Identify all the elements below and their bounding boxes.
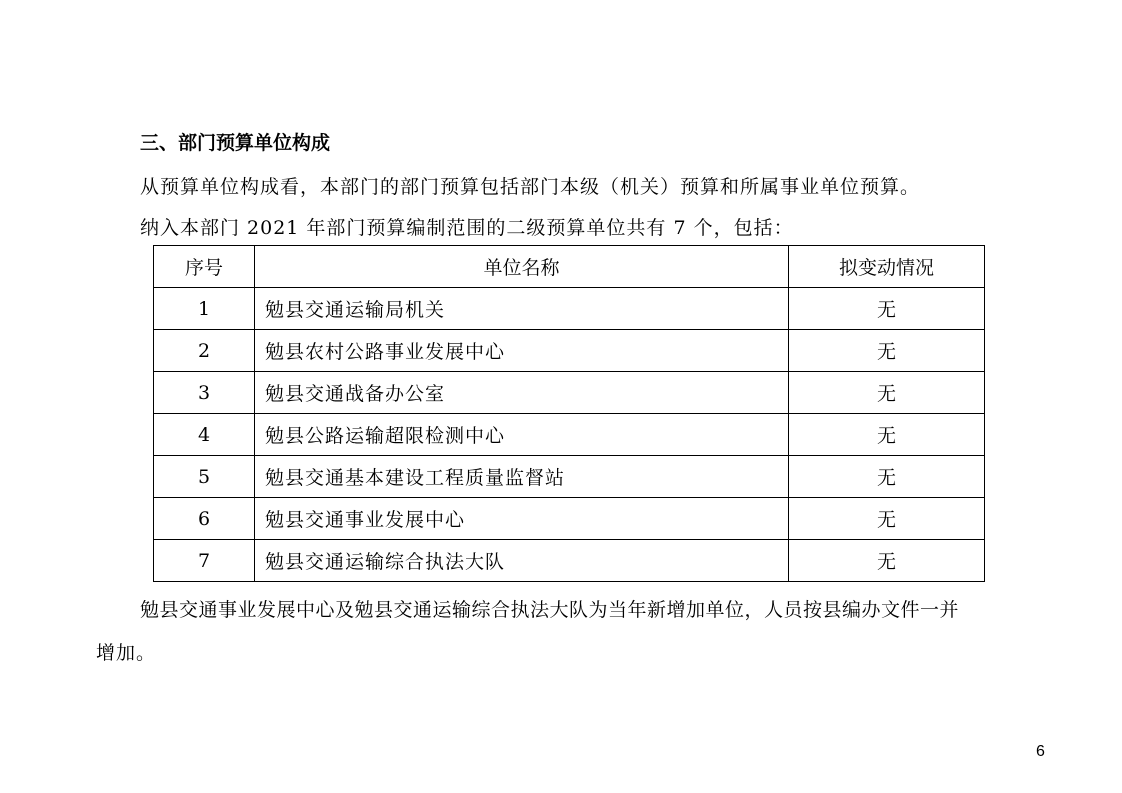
budget-units-table <box>153 245 985 582</box>
row-seq: 4 <box>154 414 255 456</box>
row-unit-name: 勉县交通基本建设工程质量监督站 <box>255 456 789 498</box>
row-unit-name: 勉县交通事业发展中心 <box>255 498 789 540</box>
row-unit-name: 勉县交通战备办公室 <box>255 372 789 414</box>
row-seq: 6 <box>154 498 255 540</box>
page-number: 6 <box>1036 743 1045 760</box>
table-row <box>154 540 985 582</box>
table-row <box>154 498 985 540</box>
row-unit-name: 勉县交通运输综合执法大队 <box>255 540 789 582</box>
row-change: 无 <box>789 498 985 540</box>
row-unit-name: 勉县公路运输超限检测中心 <box>255 414 789 456</box>
row-change: 无 <box>789 414 985 456</box>
row-change: 无 <box>789 456 985 498</box>
row-change: 无 <box>789 330 985 372</box>
scope-paragraph: 纳入本部门 2021 年部门预算编制范围的二级预算单位共有 7 个，包括： <box>140 217 794 239</box>
row-unit-name: 勉县农村公路事业发展中心 <box>255 330 789 372</box>
row-seq: 5 <box>154 456 255 498</box>
row-change: 无 <box>789 540 985 582</box>
table-row <box>154 456 985 498</box>
closing-paragraph-line1: 勉县交通事业发展中心及勉县交通运输综合执法大队为当年新增加单位，人员按县编办文件一并 <box>140 599 960 621</box>
header-seq: 序号 <box>154 246 255 288</box>
row-seq: 1 <box>154 288 255 330</box>
intro-paragraph: 从预算单位构成看，本部门的部门预算包括部门本级（机关）预算和所属事业单位预算。 <box>140 176 921 198</box>
row-change: 无 <box>789 288 985 330</box>
row-unit-name: 勉县交通运输局机关 <box>255 288 789 330</box>
table-row <box>154 288 985 330</box>
row-seq: 2 <box>154 330 255 372</box>
table-header-row <box>154 246 985 288</box>
closing-paragraph-line2: 增加。 <box>96 642 157 664</box>
row-seq: 3 <box>154 372 255 414</box>
row-change: 无 <box>789 372 985 414</box>
section-heading: 三、部门预算单位构成 <box>140 132 331 154</box>
table-row <box>154 414 985 456</box>
header-change: 拟变动情况 <box>789 246 985 288</box>
table-row <box>154 330 985 372</box>
row-seq: 7 <box>154 540 255 582</box>
header-unit-name: 单位名称 <box>255 246 789 288</box>
table-row <box>154 372 985 414</box>
